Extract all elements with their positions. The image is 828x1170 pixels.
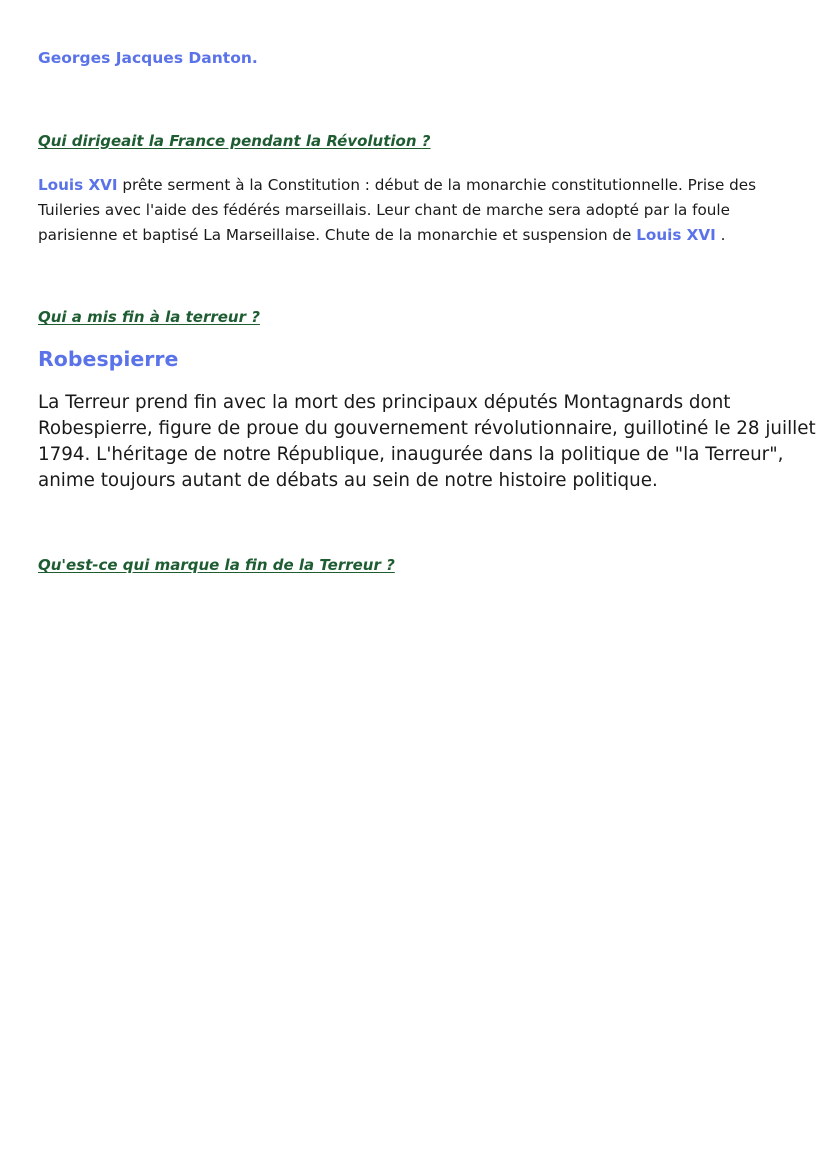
entity-link-louis-xvi[interactable]: Louis XVI (636, 226, 716, 244)
line-text: Tuileries avec l'aide des fédérés marseillais. Leur chant de marche sera adopté par la foule (38, 201, 730, 219)
answer-title-robespierre: Robespierre (38, 347, 179, 371)
question-end-of-terror: Qu'est-ce qui marque la fin de la Terreur ? (38, 556, 395, 574)
entity-link-louis-xvi[interactable]: Louis XVI (38, 176, 118, 194)
answer-danton: Georges Jacques Danton. (38, 49, 258, 67)
line-text: prête serment à la Constitution : début de la monarchie constitutionnelle. Prise des (117, 176, 757, 194)
paragraph-line (38, 173, 788, 198)
line-text: parisienne et baptisé La Marseillaise. Chute de la monarchie et suspension de (38, 226, 637, 244)
question-who-led-france: Qui dirigeait la France pendant la Révolution ? (38, 132, 431, 150)
paragraph-line: La Terreur prend fin avec la mort des principaux députés Montagnards dont (38, 392, 731, 413)
paragraph-line: Robespierre, figure de proue du gouvernement révolutionnaire, guillotiné le 28 juillet (38, 418, 816, 439)
paragraph-line: 1794. L'héritage de notre République, inaugurée dans la politique de "la Terreur", (38, 444, 784, 465)
answer-paragraph-louis-xvi (38, 173, 788, 248)
paragraph-line: anime toujours autant de débats au sein de notre histoire politique. (38, 470, 658, 491)
question-who-ended-terror: Qui a mis fin à la terreur ? (38, 308, 260, 326)
paragraph-line (38, 223, 788, 248)
answer-paragraph-robespierre (38, 390, 816, 494)
line-text: . (715, 226, 726, 244)
paragraph-line (38, 198, 788, 223)
